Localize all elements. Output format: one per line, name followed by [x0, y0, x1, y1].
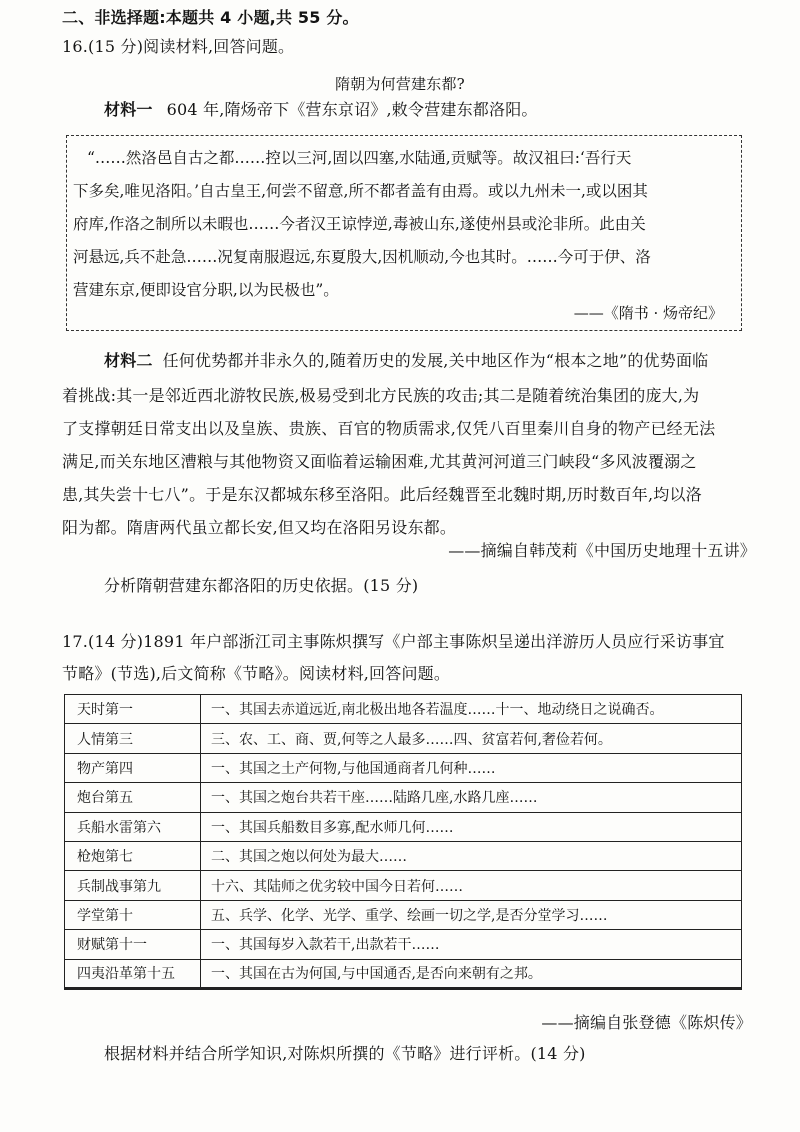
table-item: 四夷沿革第十五	[65, 959, 201, 988]
table-row	[65, 871, 742, 900]
table-item: 炮台第五	[65, 783, 201, 812]
material-one-label: 材料一	[104, 100, 153, 119]
table-content: 一、其国兵船数目多寡,配水师几何……	[201, 812, 742, 841]
material-two-source: ——摘编自韩茂莉《中国历史地理十五讲》	[448, 541, 756, 560]
table-content: 十六、其陆师之优劣较中国今日若何……	[201, 871, 742, 900]
table-item: 学堂第十	[65, 900, 201, 929]
table-row	[65, 930, 742, 959]
table-row	[65, 900, 742, 929]
table-row	[65, 959, 742, 988]
material-one-text: 604 年,隋炀帝下《营东京诏》,敕令营建东都洛阳。	[166, 100, 538, 119]
question-16-task: 分析隋朝营建东都洛阳的历史依据。(15 分)	[104, 576, 419, 595]
table-content: 一、其国在古为何国,与中国通否,是否向来朝有之邦。	[201, 959, 742, 988]
table-row	[65, 841, 742, 870]
table-content: 一、其国每岁入款若干,出款若干……	[201, 930, 742, 959]
material-two	[104, 351, 708, 371]
table-item: 天时第一	[65, 695, 201, 724]
table-item: 兵制战事第九	[65, 871, 201, 900]
material-two-label: 材料二	[104, 351, 153, 370]
question-17-header-cont: 节略》(节选),后文简称《节略》。阅读材料,回答问题。	[62, 664, 451, 683]
question-17-task: 根据材料并结合所学知识,对陈炽所撰的《节略》进行评析。(14 分)	[104, 1044, 586, 1063]
table-content: 一、其国去赤道远近,南北极出地各若温度……十一、地动绕日之说确否。	[201, 695, 742, 724]
table-item: 枪炮第七	[65, 841, 201, 870]
table-content: 一、其国之土产何物,与他国通商者几何种……	[201, 753, 742, 782]
quote-line: 府库,作洛之制所以未暇也……今者汉王谅悖逆,毒被山东,遂使州县或沦非所。此由关	[73, 215, 646, 233]
material-title: 隋朝为何营建东都?	[335, 75, 465, 93]
material-one	[104, 100, 538, 120]
material-two-line: 了支撑朝廷日常支出以及皇族、贵族、百官的物质需求,仅凭八百里秦川自身的物产已经无法	[62, 419, 716, 438]
table-row	[65, 724, 742, 753]
material-two-line: 满足,而关东地区漕粮与其他物资又面临着运输困难,尤其黄河河道三门峡段“多风波覆溺之	[62, 452, 697, 471]
table-item: 人情第三	[65, 724, 201, 753]
table-item: 财赋第十一	[65, 930, 201, 959]
table-content: 五、兵学、化学、光学、重学、绘画一切之学,是否分堂学习……	[201, 900, 742, 929]
table-content: 三、农、工、商、贾,何等之人最多……四、贫富若何,奢俭若何。	[201, 724, 742, 753]
table-row	[65, 695, 742, 724]
quote-line: 河悬远,兵不赴急……况复南服遐远,东夏殷大,因机顺动,今也其时。……今可于伊、洛	[73, 248, 651, 266]
quote-line: 营建东京,便即设官分职,以为民极也”。	[73, 281, 339, 299]
question-16-header: 16.(15 分)阅读材料,回答问题。	[62, 37, 295, 56]
material-two-first-line: 任何优势都并非永久的,随着历史的发展,关中地区作为“根本之地”的优势面临	[162, 351, 709, 370]
question-17-source: ——摘编自张登德《陈炽传》	[541, 1013, 752, 1032]
table-item: 兵船水雷第六	[65, 812, 201, 841]
quote-source: ——《隋书 · 炀帝纪》	[573, 304, 723, 322]
table-row	[65, 753, 742, 782]
question-17-header: 17.(14 分)1891 年户部浙江司主事陈炽撰写《户部主事陈炽呈递出洋游历人员应行采访事宜	[62, 632, 725, 651]
table-content: 一、其国之炮台共若干座……陆路几座,水路几座……	[201, 783, 742, 812]
quote-box	[66, 135, 742, 331]
table-content: 二、其国之炮以何处为最大……	[201, 841, 742, 870]
material-two-line: 患,其失尝十七八”。于是东汉都城东移至洛阳。此后经魏晋至北魏时期,历时数百年,均以洛	[62, 485, 702, 504]
outline-table	[64, 694, 742, 990]
section-title: 二、非选择题:本题共 4 小题,共 55 分。	[62, 8, 359, 27]
material-two-line: 着挑战:其一是邻近西北游牧民族,极易受到北方民族的攻击;其二是随着统治集团的庞大,为	[62, 386, 700, 405]
table-item: 物产第四	[65, 753, 201, 782]
quote-line: 下多矣,唯见洛阳。’自古皇王,何尝不留意,所不都者盖有由焉。或以九州未一,或以困其	[73, 182, 648, 200]
table-row	[65, 812, 742, 841]
quote-line: “……然洛邑自古之都……控以三河,固以四塞,水陆通,贡赋等。故汉祖曰:‘吾行天	[87, 149, 632, 167]
table-row	[65, 783, 742, 812]
material-two-line: 阳为都。隋唐两代虽立都长安,但又均在洛阳另设东都。	[62, 518, 457, 537]
